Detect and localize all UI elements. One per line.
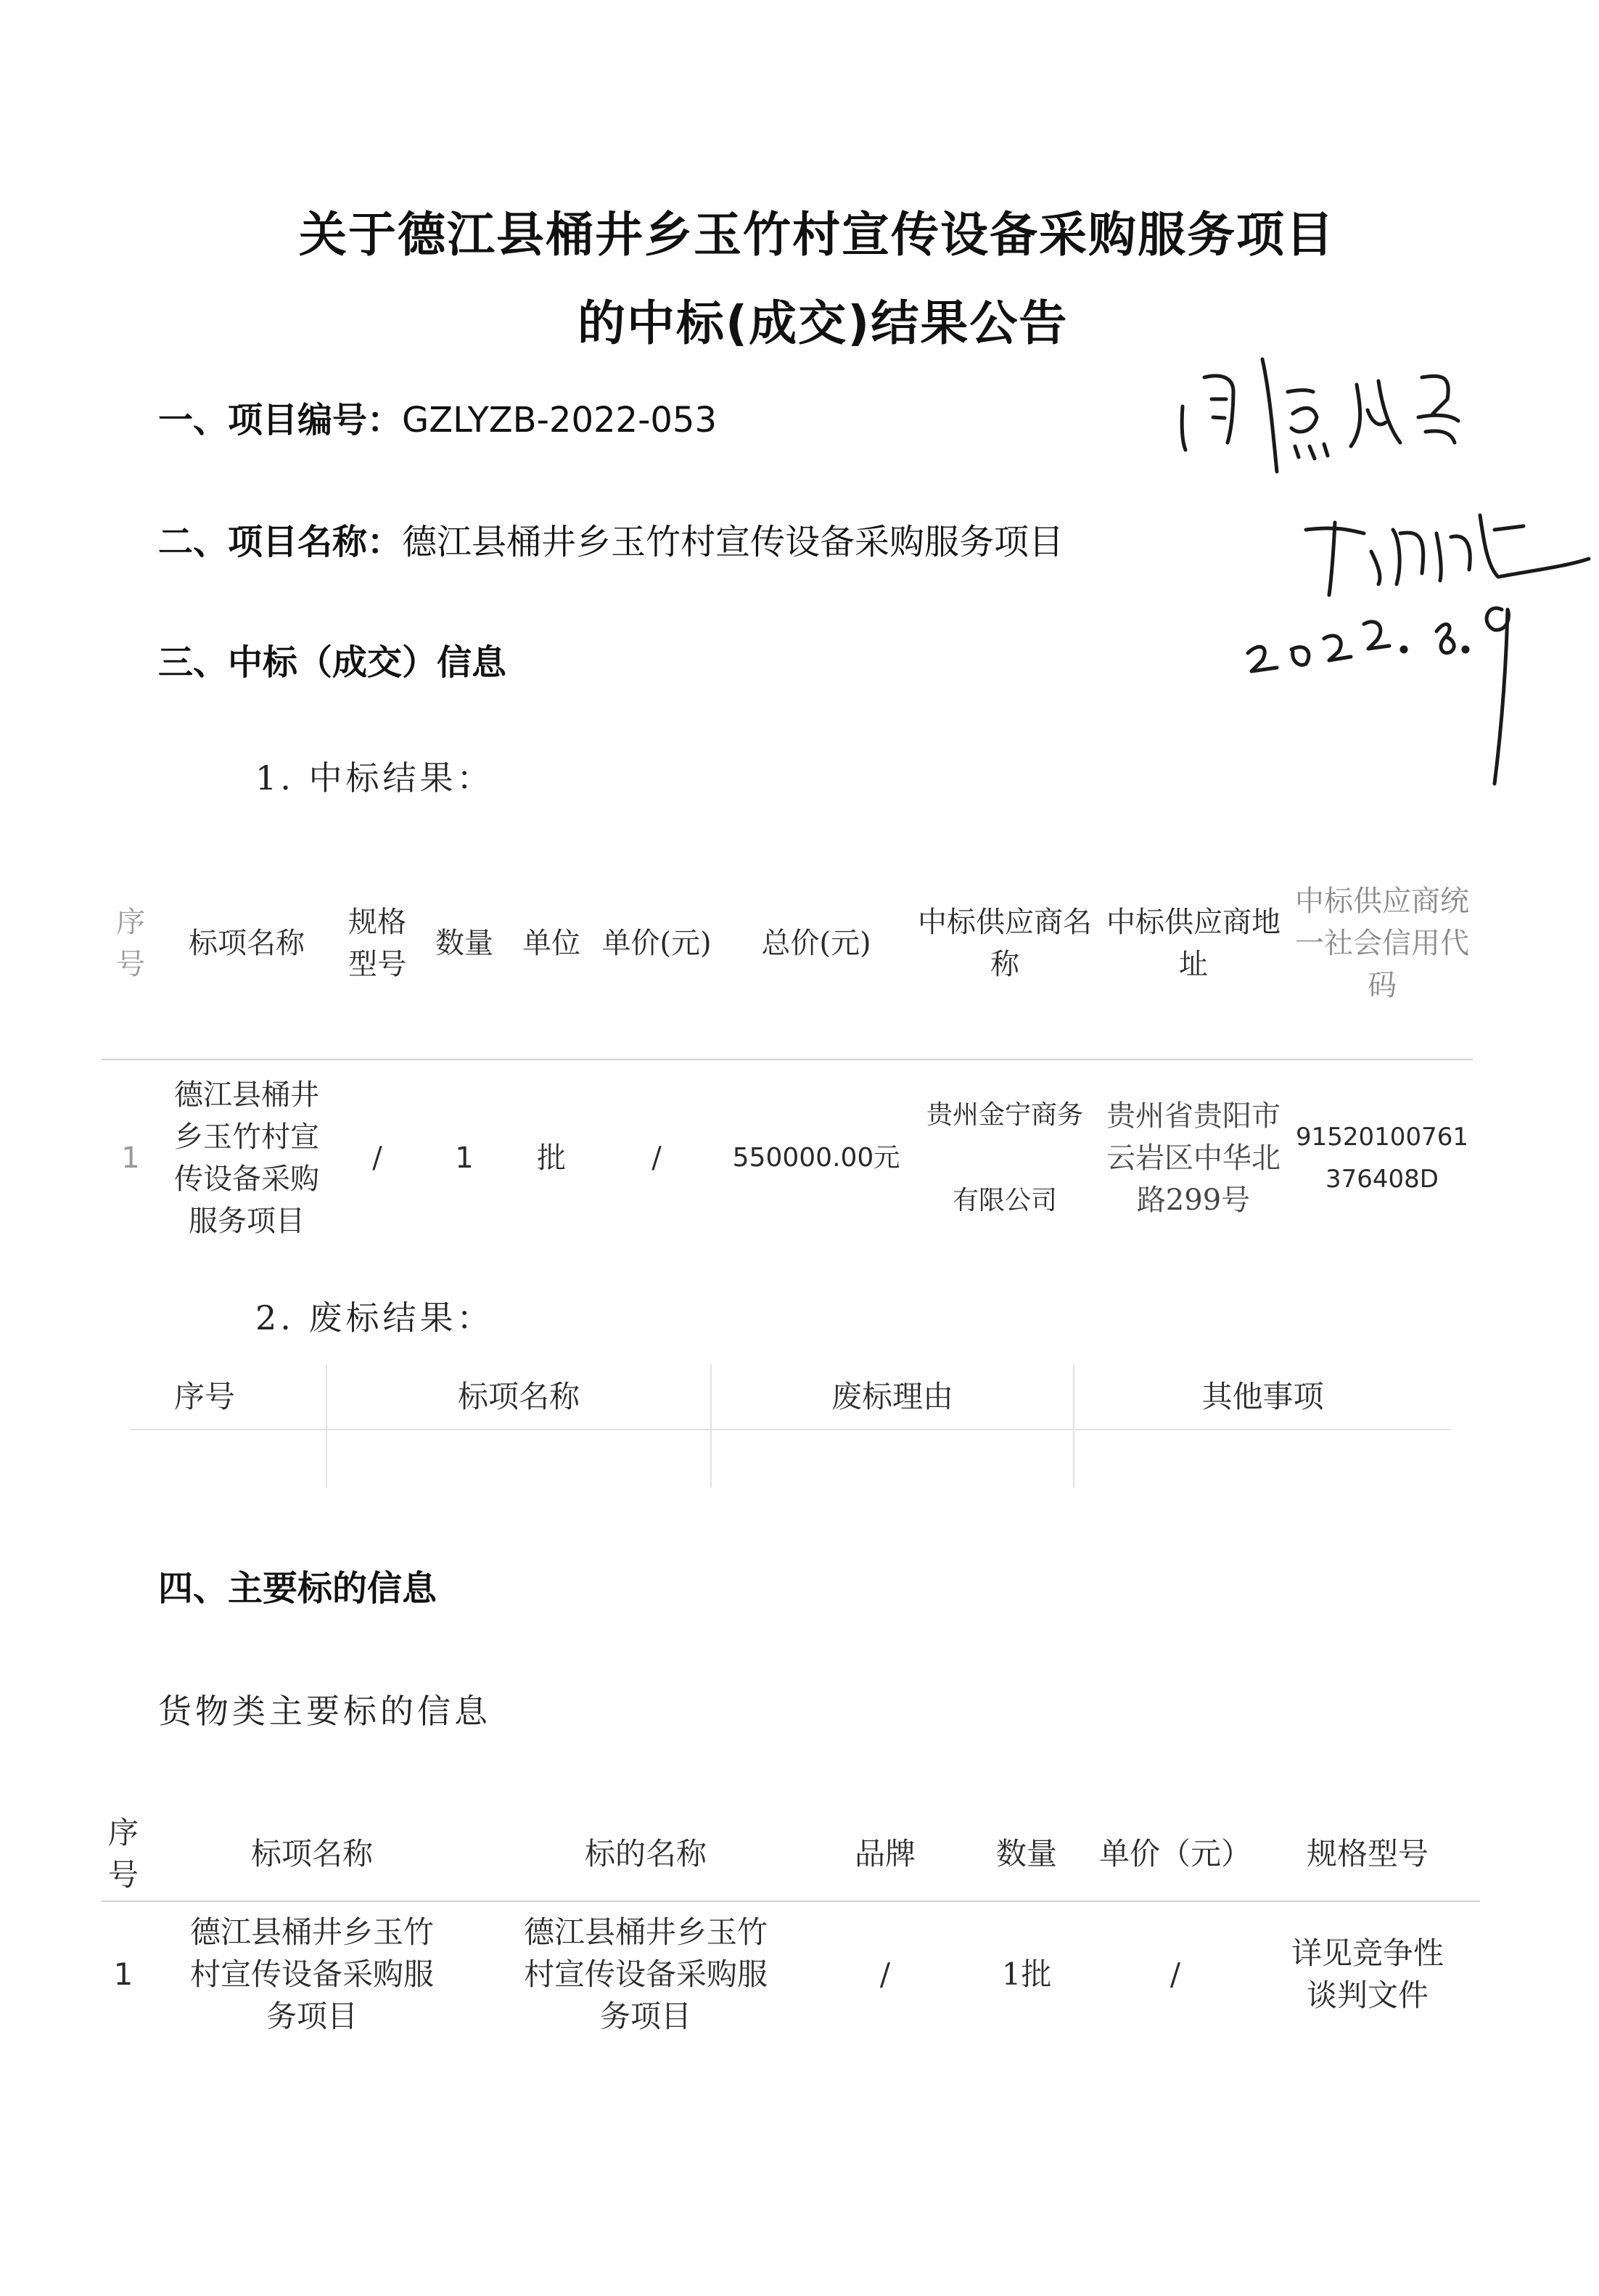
header-quantity: 数量 (421, 827, 508, 1059)
row-index: 1 (121, 1141, 140, 1175)
bid-result-table (102, 827, 1473, 1255)
goods-row-brand: / (879, 1956, 891, 1992)
header-unit: 单位 (508, 827, 595, 1059)
section-bid-info (158, 634, 506, 684)
goods-header-item-name: 标项名称 (145, 1807, 479, 1901)
header-item-name: 标项名称 (160, 827, 334, 1059)
goods-header-quantity: 数量 (958, 1807, 1096, 1901)
header-spec: 规格型号 (334, 827, 421, 1059)
void-header-index: 序号 (131, 1364, 326, 1430)
section-project-name-label: 二、项目名称： (158, 522, 403, 562)
row-item-name: 德江县桶井乡玉竹村宣传设备采购服务项目 (174, 1078, 319, 1238)
goods-header-spec: 规格型号 (1255, 1807, 1480, 1901)
goods-row-quantity: 1批 (1001, 1956, 1052, 1992)
goods-header-brand: 品牌 (813, 1807, 958, 1901)
sub-goods-info: 货物类主要标的信息 (158, 1692, 491, 1731)
header-supplier-address: 中标供应商地址 (1096, 827, 1291, 1059)
goods-header-target-name: 标的名称 (479, 1807, 813, 1901)
void-result-table (131, 1364, 1451, 1488)
title-line-1: 关于德江县桶井乡玉竹村宣传设备采购服务项目 (299, 207, 1335, 263)
row-spec: / (372, 1141, 382, 1175)
goods-table (102, 1807, 1480, 2046)
handwritten-signature (1161, 290, 1596, 813)
goods-header-index: 序号 (102, 1807, 145, 1901)
header-index: 序号 (102, 827, 160, 1059)
project-name-value: 德江县桶井乡玉竹村宣传设备采购服务项目 (402, 522, 1064, 562)
goods-row-spec: 详见竞争性谈判文件 (1291, 1935, 1444, 2013)
sub-bid-result: 1. 中标结果： (255, 758, 494, 798)
section-main-target-label: 四、主要标的信息 (158, 1568, 437, 1609)
header-unit-price: 单价(元) (595, 827, 718, 1059)
row-quantity: 1 (455, 1141, 474, 1175)
void-header-item-name: 标项名称 (326, 1364, 711, 1430)
section-bid-info-label: 三、中标（成交）信息 (158, 642, 507, 683)
sub-void-result: 2. 废标结果： (255, 1298, 494, 1337)
row-unit-price: / (651, 1141, 662, 1175)
goods-row-unit-price: / (1170, 1956, 1181, 1992)
void-header-reason: 废标理由 (711, 1364, 1074, 1430)
section-project-number (158, 392, 717, 442)
section-project-number-label: 一、项目编号： (158, 400, 403, 440)
section-project-name (158, 514, 1064, 564)
row-unit: 批 (537, 1141, 566, 1175)
goods-header-unit-price: 单价（元） (1096, 1807, 1255, 1901)
goods-row-item-name: 德江县桶井乡玉竹村宣传设备采购服务项目 (189, 1914, 434, 2034)
header-total-price: 总价(元) (718, 827, 914, 1059)
row-total-price: 550000.00元 (732, 1142, 900, 1173)
project-number-value: GZLYZB-2022-053 (402, 400, 718, 440)
header-credit-code: 中标供应商统一社会信用代码 (1291, 827, 1473, 1059)
row-credit-code: 91520100761376408D (1296, 1122, 1468, 1194)
table-row (102, 1059, 1473, 1255)
title-line-2: 的中标(成交)结果公告 (577, 295, 1069, 351)
void-header-other: 其他事项 (1201, 1378, 1324, 1414)
row-supplier-address: 贵州省贵阳市云岩区中华北路299号 (1106, 1099, 1281, 1217)
goods-row-index: 1 (113, 1956, 133, 1992)
table-row (131, 1430, 1451, 1488)
goods-row-target-name: 德江县桶井乡玉竹村宣传设备采购服务项目 (523, 1914, 768, 2034)
table-row (102, 1901, 1480, 2046)
row-supplier-name: 贵州金宁商务有限公司 (926, 1099, 1083, 1215)
section-main-target (158, 1560, 437, 1610)
header-supplier-name: 中标供应商名称 (914, 827, 1096, 1059)
